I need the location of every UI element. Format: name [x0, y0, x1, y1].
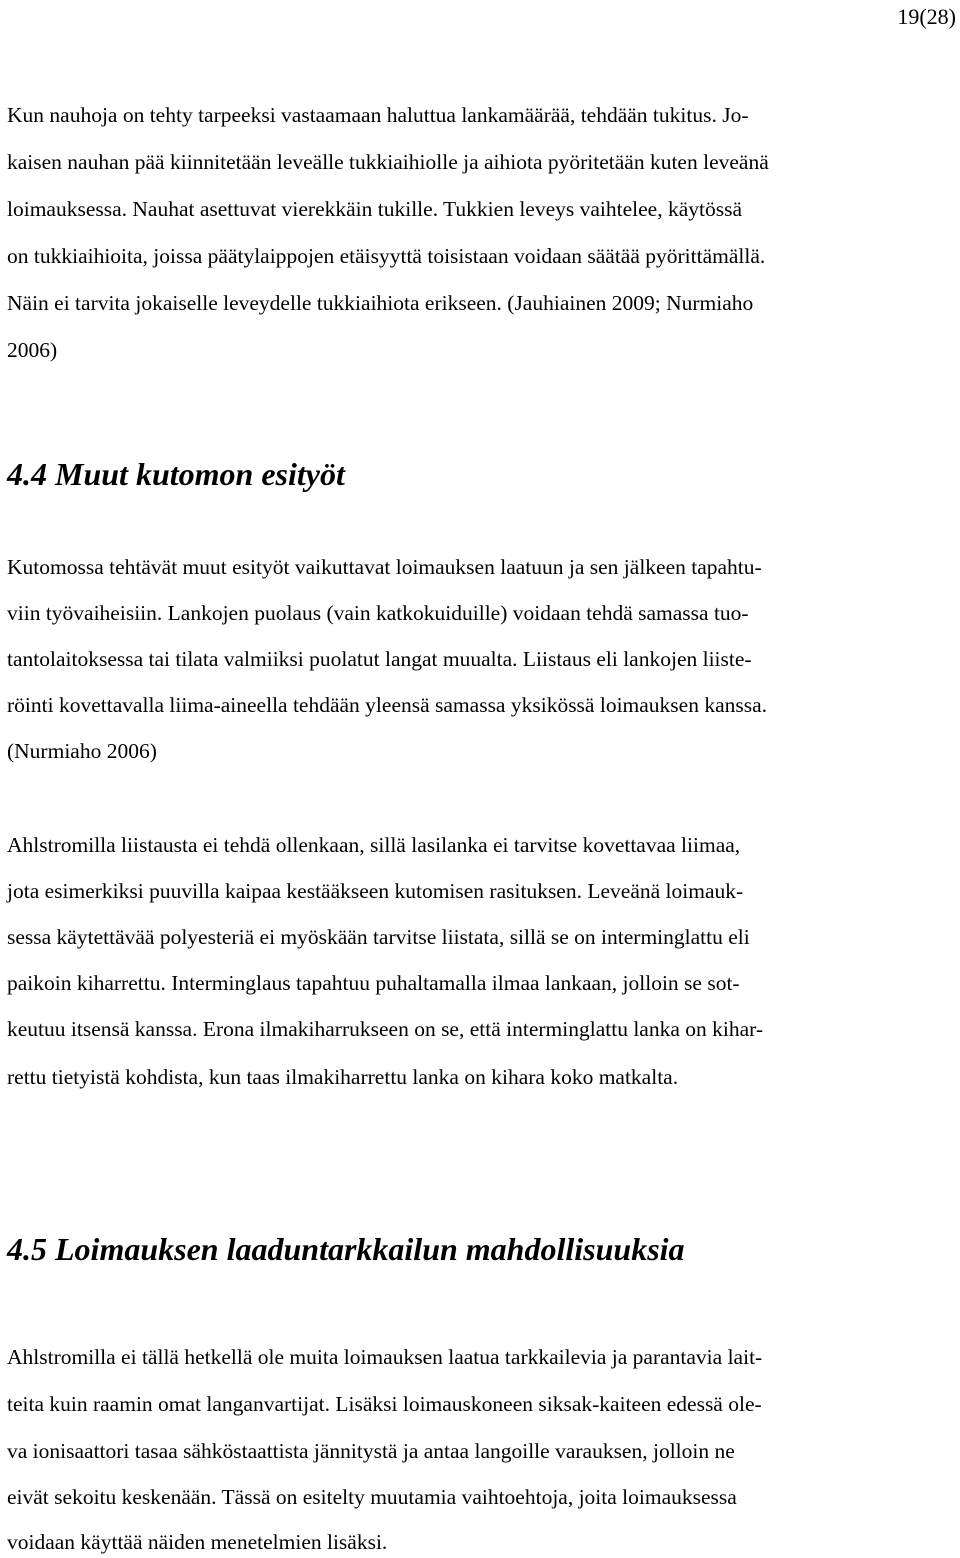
text-line: on tukkiaihioita, joissa päätylaippojen etäisyyttä toisistaan voidaan säätää pyörittämällä.	[7, 244, 766, 268]
text-line: voidaan käyttää näiden menetelmien lisäksi.	[7, 1530, 388, 1554]
text-line: viin työvaiheisiin. Lankojen puolaus (vain katkokuiduille) voidaan tehdä samassa tuo-	[7, 601, 749, 625]
text-line: röinti kovettavalla liima-aineella tehdään yleensä samassa yksikössä loimauksen kanssa.	[7, 693, 768, 717]
page-number: 19(28)	[897, 4, 956, 29]
text-line: Kun nauhoja on tehty tarpeeksi vastaamaan haluttua lankamäärää, tehdään tukitus. Jo-	[7, 103, 749, 127]
text-line: keutuu itsensä kanssa. Erona ilmakiharrukseen on se, että interminglattu lanka on kihar-	[7, 1017, 764, 1041]
text-line: 2006)	[7, 338, 58, 362]
text-line: teita kuin raamin omat langanvartijat. Lisäksi loimauskoneen siksak-kaiteen edessä ole-	[7, 1392, 762, 1416]
text-line: paikoin kiharrettu. Interminglaus tapahtuu puhaltamalla ilmaa lankaan, jolloin se sot-	[7, 971, 740, 995]
text-line: eivät sekoitu keskenään. Tässä on esitelty muutamia vaihtoehtoja, joita loimauksessa	[7, 1485, 737, 1509]
text-line: tantolaitoksessa tai tilata valmiiksi puolatut langat muualta. Liistaus eli lankojen liiste-	[7, 647, 752, 671]
section-heading-4-5: 4.5 Loimauksen laaduntarkkailun mahdollisuuksia	[7, 1231, 685, 1267]
text-line: sessa käytettävää polyesteriä ei myöskään tarvitse liistata, sillä se on interminglattu eli	[7, 925, 750, 949]
text-line: jota esimerkiksi puuvilla kaipaa kestääkseen kutomisen rasituksen. Leveänä loimauk-	[7, 879, 744, 903]
text-line: kaisen nauhan pää kiinnitetään leveälle tukkiaihiolle ja aihiota pyöritetään kuten leveänä	[7, 150, 769, 174]
text-line: Kutomossa tehtävät muut esityöt vaikuttavat loimauksen laatuun ja sen jälkeen tapahtu-	[7, 555, 762, 579]
text-line: (Nurmiaho 2006)	[7, 739, 157, 763]
text-line: Näin ei tarvita jokaiselle leveydelle tukkiaihiota erikseen. (Jauhiainen 2009; Nurmiaho	[7, 291, 754, 315]
text-line: va ionisaattori tasaa sähköstaattista jännitystä ja antaa langoille varauksen, jolloin ne	[7, 1439, 735, 1463]
section-heading-4-4: 4.4 Muut kutomon esityöt	[7, 456, 345, 492]
text-line: Ahlstromilla liistausta ei tehdä ollenkaan, sillä lasilanka ei tarvitse kovettavaa liimaa,	[7, 833, 741, 857]
text-line: Ahlstromilla ei tällä hetkellä ole muita loimauksen laatua tarkkailevia ja parantavia lait-	[7, 1345, 763, 1369]
text-line: rettu tietyistä kohdista, kun taas ilmakiharrettu lanka on kihara koko matkalta.	[7, 1065, 679, 1089]
text-line: loimauksessa. Nauhat asettuvat vierekkäin tukille. Tukkien leveys vaihtelee, käytössä	[7, 197, 743, 221]
